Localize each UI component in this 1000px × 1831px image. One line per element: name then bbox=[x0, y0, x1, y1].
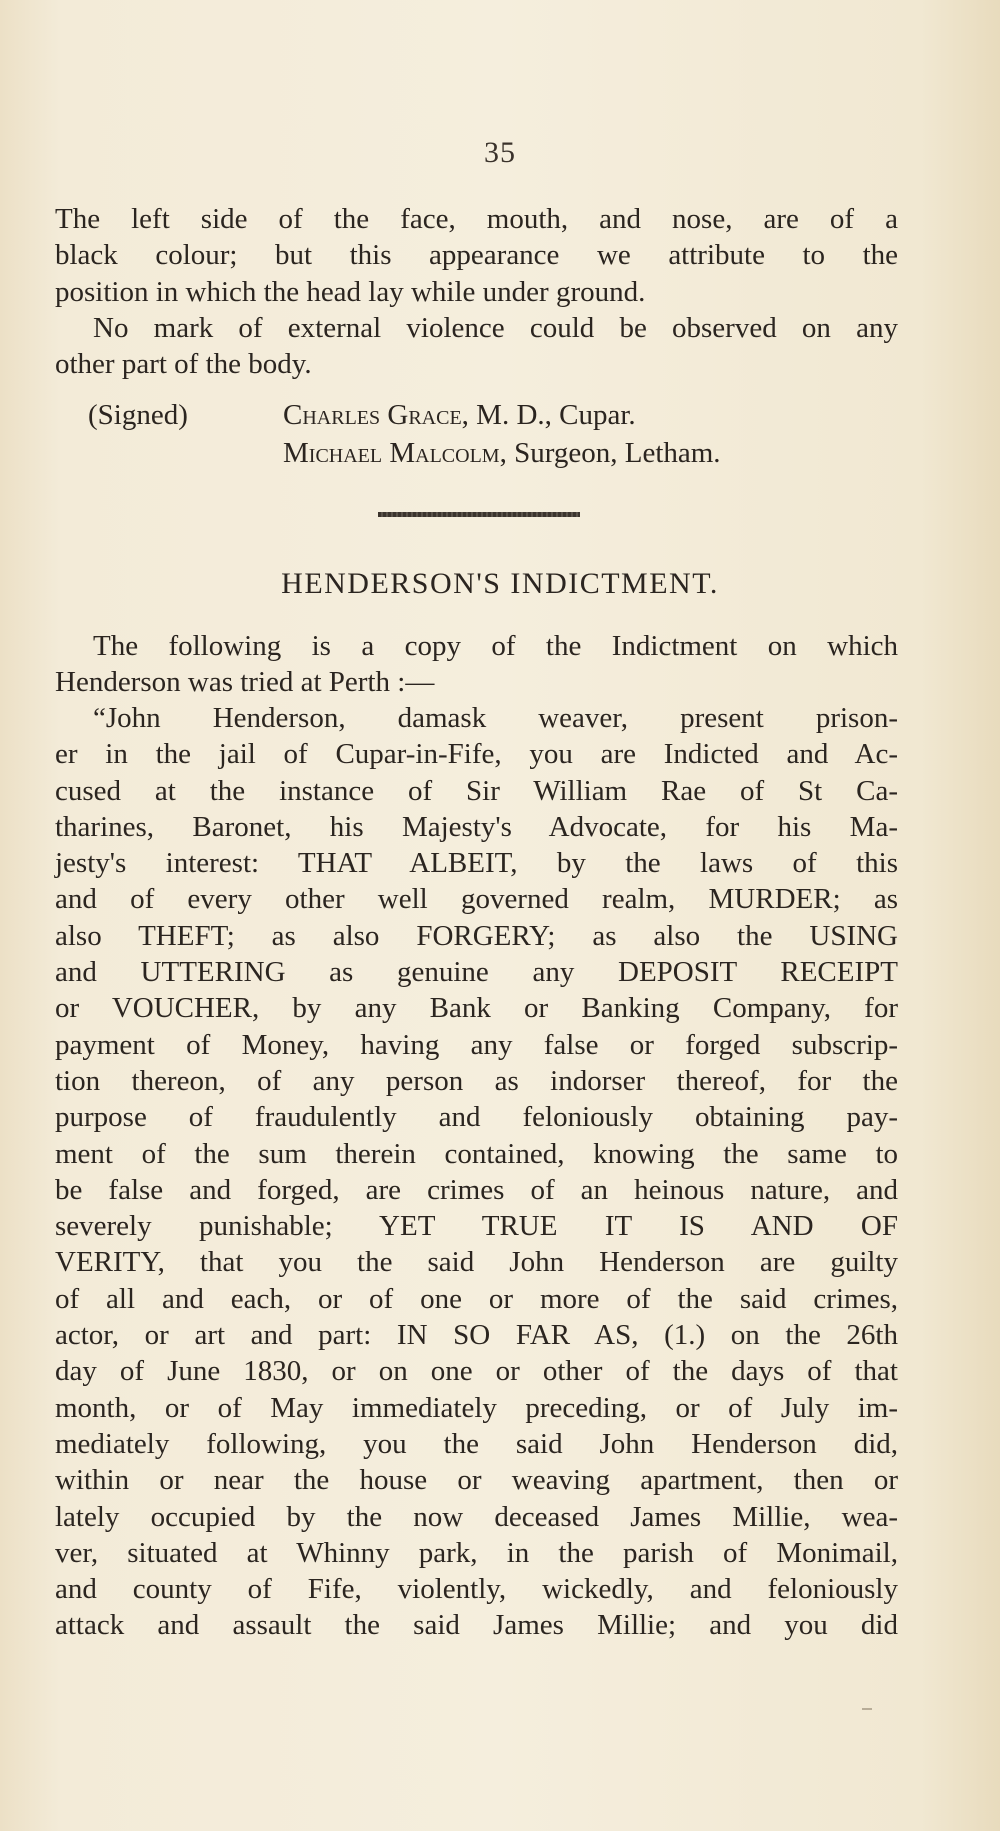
signature-row-1 bbox=[88, 395, 636, 435]
text-line: also THEFT; as also FORGERY; as also the USING bbox=[55, 919, 898, 952]
signature-row-2 bbox=[283, 433, 721, 473]
text-line: Henderson was tried at Perth :— bbox=[55, 666, 435, 699]
text-line: mediately following, you the said John Henderson did, bbox=[55, 1427, 898, 1460]
signer-details: , M. D., Cupar. bbox=[461, 399, 636, 431]
text-line: “John Henderson, damask weaver, present prison- bbox=[93, 702, 898, 734]
section-heading: HENDERSON'S INDICTMENT. bbox=[281, 567, 719, 600]
text-line: ment of the sum therein contained, knowing the same to bbox=[55, 1137, 898, 1170]
text-line: cused at the instance of Sir William Rae of St Ca- bbox=[55, 774, 898, 807]
text-line: ver, situated at Whinny park, in the parish of Monimail, bbox=[55, 1536, 898, 1569]
signed-label: (Signed) bbox=[88, 399, 188, 431]
signer-name: Michael Malcolm bbox=[283, 437, 500, 469]
text-line: day of June 1830, or on one or other of the days of that bbox=[55, 1355, 898, 1388]
page-number: 35 bbox=[484, 136, 516, 169]
text-line: The following is a copy of the Indictment on which bbox=[93, 630, 898, 662]
text-line: severely punishable; YET TRUE IT IS AND OF bbox=[55, 1210, 898, 1243]
indictment-text bbox=[55, 700, 898, 1644]
signer-details: , Surgeon, Letham. bbox=[499, 437, 721, 469]
text-line: jesty's interest: THAT ALBEIT, by the laws of this bbox=[55, 847, 898, 880]
text-line: No mark of external violence could be observed on any bbox=[93, 312, 898, 344]
text-line: and UTTERING as genuine any DEPOSIT RECEIPT bbox=[55, 956, 898, 989]
text-line: month, or of May immediately preceding, or of July im- bbox=[55, 1391, 898, 1424]
text-line: er in the jail of Cupar-in-Fife, you are Indicted and Ac- bbox=[55, 738, 898, 771]
text-line: other part of the body. bbox=[55, 348, 312, 381]
second-paragraph bbox=[55, 310, 898, 383]
text-line: of all and each, or of one or more of the said crimes, bbox=[55, 1282, 898, 1315]
text-line: be false and forged, are crimes of an heinous nature, and bbox=[55, 1173, 898, 1206]
text-line: payment of Money, having any false or forged subscrip- bbox=[55, 1028, 898, 1061]
text-line: or VOUCHER, by any Bank or Banking Company, for bbox=[55, 992, 898, 1025]
section-divider bbox=[378, 512, 580, 517]
top-paragraph bbox=[55, 201, 898, 310]
text-line: black colour; but this appearance we attribute to the bbox=[55, 239, 898, 272]
text-line: actor, or art and part: IN SO FAR AS, (1.) on the 26th bbox=[55, 1319, 898, 1352]
text-line: lately occupied by the now deceased James Millie, wea- bbox=[55, 1500, 898, 1533]
page-mark bbox=[862, 1708, 872, 1710]
text-line: tharines, Baronet, his Majesty's Advocate, for his Ma- bbox=[55, 810, 898, 843]
text-line: purpose of fraudulently and feloniously obtaining pay- bbox=[55, 1101, 898, 1134]
text-line: The left side of the face, mouth, and nose, are of a bbox=[55, 203, 898, 235]
text-line: and county of Fife, violently, wickedly, and feloniously bbox=[55, 1573, 898, 1606]
signer-name: Charles Grace bbox=[283, 399, 462, 431]
text-line: tion thereon, of any person as indorser thereof, for the bbox=[55, 1064, 898, 1097]
text-line: VERITY, that you the said John Henderson are guilty bbox=[55, 1246, 898, 1279]
text-line: position in which the head lay while under ground. bbox=[55, 275, 646, 308]
text-line: and of every other well governed realm, MURDER; as bbox=[55, 883, 898, 916]
text-line: attack and assault the said James Millie; and you did bbox=[55, 1609, 898, 1642]
intro-paragraph bbox=[55, 628, 898, 701]
text-line: within or near the house or weaving apartment, then or bbox=[55, 1464, 898, 1497]
